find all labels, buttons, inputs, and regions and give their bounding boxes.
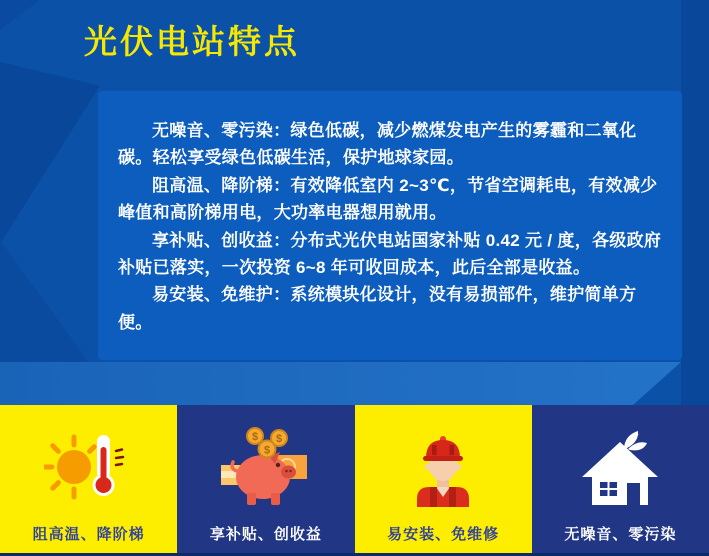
card-heat-reduction bbox=[0, 405, 177, 556]
card-no-noise bbox=[532, 405, 709, 556]
coin-dollar-glyph: $ bbox=[275, 433, 282, 445]
card-label: 易安装、免维修 bbox=[387, 526, 500, 543]
construction-worker-icon bbox=[398, 425, 488, 509]
background-corner-shape bbox=[0, 0, 40, 30]
feature-cards bbox=[0, 405, 709, 556]
card-label: 阻高温、降阶梯 bbox=[32, 526, 145, 543]
eco-house-icon bbox=[575, 425, 665, 509]
card-subsidy-income bbox=[177, 405, 354, 556]
card-label: 享补贴、创收益 bbox=[209, 526, 322, 543]
feature-paragraph-subsidy: 享补贴、创收益：分布式光伏电站国家补贴 0.42 元 / 度，各级政府补贴已落实，一次投资 6~8 年可收回成本，此后全部是收益。 bbox=[118, 230, 662, 278]
card-easy-install bbox=[355, 405, 532, 556]
background-right-strip bbox=[681, 0, 709, 405]
coin-dollar-glyph: $ bbox=[263, 444, 270, 457]
page-title: 光伏电站特点 bbox=[84, 23, 300, 60]
feature-paragraph-heat: 阻高温、降阶梯：有效降低室内 2~3℃，节省空调耗电，有效减少峰值和高阶梯用电，大功率电器想用就用。 bbox=[118, 175, 658, 223]
features-panel bbox=[98, 91, 682, 360]
background-diagonal-shape-upper bbox=[0, 62, 100, 244]
background-bottom-band bbox=[0, 362, 681, 405]
feature-paragraph-no-noise: 无噪音、零污染：绿色低碳，减少燃煤发电产生的雾霾和二氧化碳。轻松享受绿色低碳生活，保护地球家园。 bbox=[118, 121, 637, 168]
sun-thermometer-icon bbox=[44, 425, 134, 509]
piggy-bank-icon bbox=[221, 425, 311, 509]
feature-paragraph-install: 易安装、免维护：系统模块化设计，没有易损部件，维护简单方便。 bbox=[118, 285, 637, 332]
coin-dollar-glyph: $ bbox=[251, 431, 258, 443]
card-label: 无噪音、零污染 bbox=[564, 526, 677, 543]
